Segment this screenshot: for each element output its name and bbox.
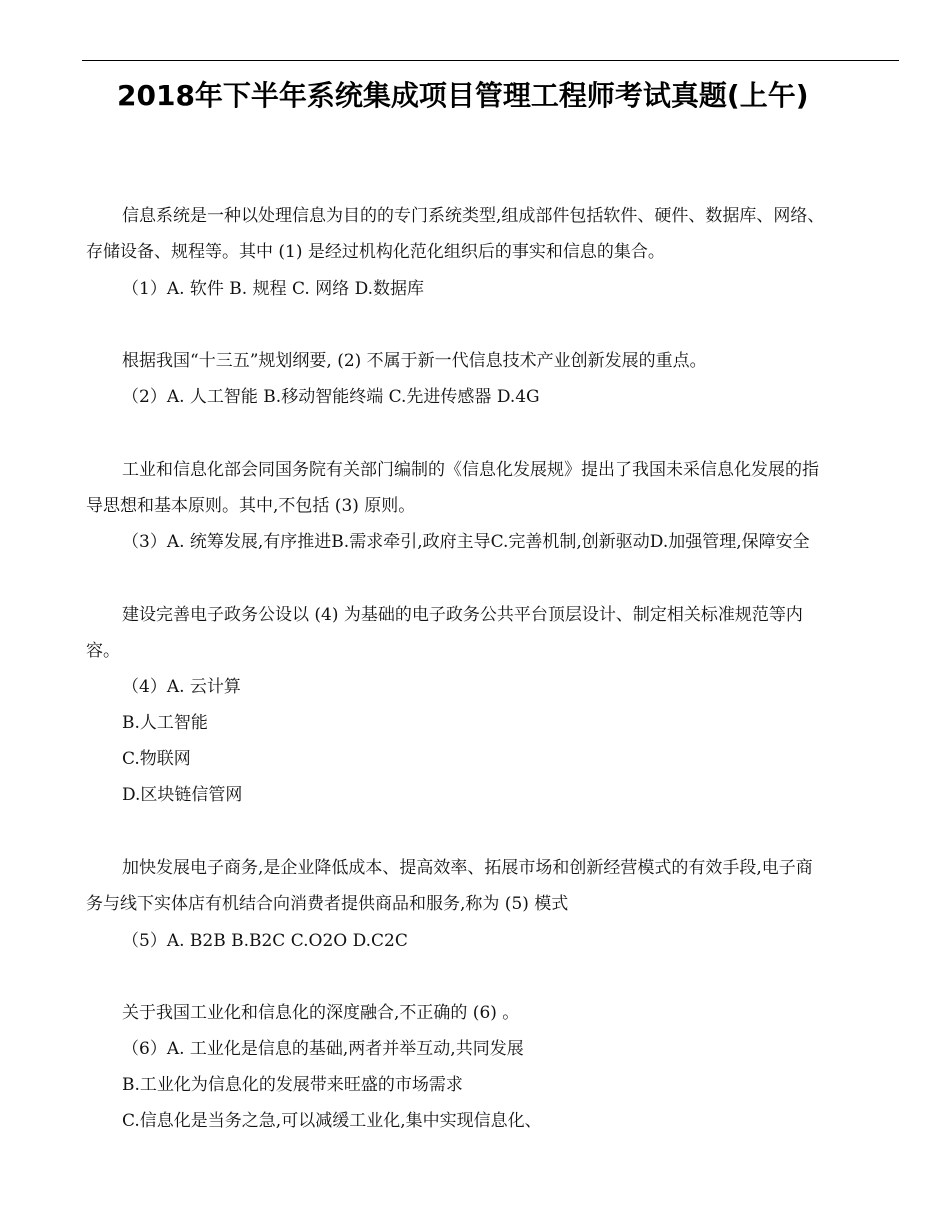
question-1-stem-line-2: 存储设备、规程等。其中 (1) 是经过机构化范化组织后的事实和信息的集合。 (86, 242, 665, 262)
question-4-stem-line-2: 容。 (86, 641, 120, 661)
document-title: 2018年下半年系统集成项目管理工程师考试真题(上午) (117, 79, 809, 112)
question-5-stem-line-1: 加快发展电子商务,是企业降低成本、提高效率、拓展市场和创新经营模式的有效手段,电子商 (122, 858, 813, 878)
question-6-option-b: B.工业化为信息化的发展带来旺盛的市场需求 (122, 1075, 463, 1095)
header-rule (82, 60, 899, 61)
question-6-option-a: （6）A. 工业化是信息的基础,两者并举互动,共同发展 (122, 1039, 524, 1059)
question-3-options: （3）A. 统筹发展,有序推进B.需求牵引,政府主导C.完善机制,创新驱动D.加强管理,保障安全 (122, 532, 810, 552)
question-1-stem-line-1: 信息系统是一种以处理信息为目的的专门系统类型,组成部件包括软件、硬件、数据库、网络、 (122, 206, 825, 226)
question-2-stem-line-1: 根据我国“十三五”规划纲要, (2) 不属于新一代信息技术产业创新发展的重点。 (122, 351, 707, 371)
question-4-option-a: （4）A. 云计算 (122, 677, 241, 697)
question-1-options: （1）A. 软件 B. 规程 C. 网络 D.数据库 (122, 279, 425, 299)
question-3-stem-line-1: 工业和信息化部会同国务院有关部门编制的《信息化发展规》提出了我国未采信息化发展的指 (122, 460, 819, 480)
question-4-option-c: C.物联网 (122, 749, 191, 769)
question-4-stem-line-1: 建设完善电子政务公设以 (4) 为基础的电子政务公共平台顶层设计、制定相关标准规范等内 (122, 605, 803, 625)
question-6-option-c: C.信息化是当务之急,可以减缓工业化,集中实现信息化、 (122, 1111, 542, 1131)
question-6-stem-line-1: 关于我国工业化和信息化的深度融合,不正确的 (6) 。 (122, 1003, 520, 1023)
question-5-stem-line-2: 务与线下实体店有机结合向消费者提供商品和服务,称为 (5) 模式 (86, 894, 569, 914)
question-4-option-b: B.人工智能 (122, 713, 208, 733)
question-2-options: （2）A. 人工智能 B.移动智能终端 C.先进传感器 D.4G (122, 387, 540, 407)
question-5-options: （5）A. B2B B.B2C C.O2O D.C2C (122, 931, 408, 951)
question-4-option-d: D.区块链信管网 (122, 785, 243, 805)
question-3-stem-line-2: 导思想和基本原则。其中,不包括 (3) 原则。 (86, 496, 416, 516)
